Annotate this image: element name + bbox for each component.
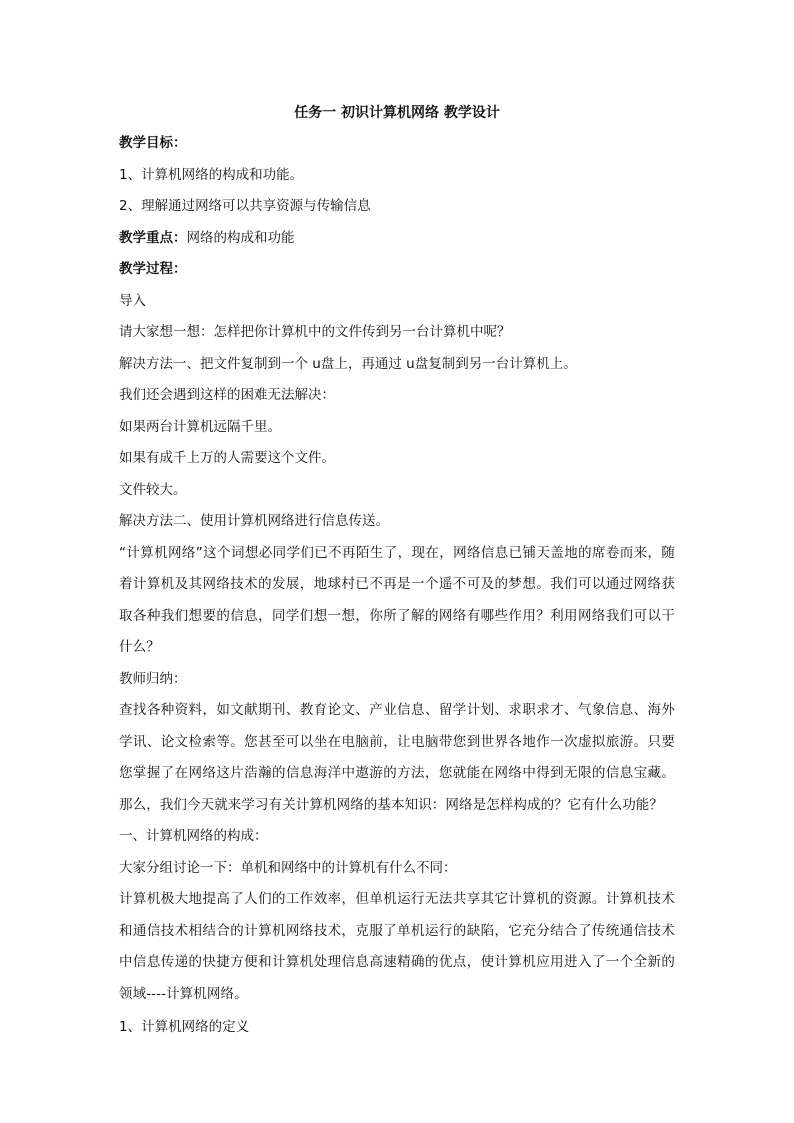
method-two: 解决方法二、使用计算机网络进行信息传送。 — [119, 513, 389, 529]
focus-text: 网络的构成和功能 — [186, 229, 295, 246]
problems-intro: 我们还会遇到这样的困难无法解决： — [119, 387, 335, 403]
think-question: 请大家想一想：怎样把你计算机中的文件传到另一台计算机中呢？ — [119, 324, 511, 340]
paragraph-single-vs-network: 计算机极大地提高了人们的工作效率，但单机运行无法共享其它计算机的资源。计算机技术和通信技术相结合的计算机网络技术，克服了单机运行的缺陷，它充分结合了传统通信技术中信息传递的快捷方便和计算机处理信息高速精确的优点，使计算机应用进入了一个全新的领域----计算机网络。 — [119, 891, 675, 1002]
document-page — [119, 100, 675, 1044]
problem-item-1: 如果两台计算机远隔千里。 — [119, 418, 281, 435]
process-heading: 教学过程： — [119, 261, 187, 277]
goals-heading: 教学目标： — [119, 135, 187, 151]
focus-label: 教学重点： — [119, 229, 187, 246]
method-one: 解决方法一、把文件复制到一个 u盘上，再通过 u盘复制到另一台计算机上。 — [119, 355, 577, 372]
goal-item-2: 2、理解通过网络可以共享资源与传输信息 — [119, 198, 371, 214]
paragraph-network-uses: 查找各种资料，如文献期刊、教育论文、产业信息、留学计划、求职求才、气象信息、海外学讯、论文检索等。您甚至可以坐在电脑前，让电脑带您到世界各地作一次虚拟旅游。只要您掌握了在网络这片浩瀚的信息海洋中遨游的方法，您就能在网络中得到无限的信息宝藏。那么，我们今天就来学习有关计算机网络的基本知识：网络是怎样构成的？它有什么功能？ — [119, 702, 675, 813]
problem-item-2: 如果有成千上万的人需要这个文件。 — [119, 450, 335, 466]
problem-item-3: 文件较大。 — [119, 481, 187, 498]
document-title: 任务一 初识计算机网络 教学设计 — [294, 105, 500, 121]
teacher-summary-label: 教师归纳： — [119, 670, 187, 687]
paragraph-network-intro: “计算机网络”这个词想必同学们已不再陌生了，现在，网络信息已铺天盖地的席卷而来，随着计算机及其网络技术的发展，地球村已不再是一个遥不可及的梦想。我们可以通过网络获取各种我们想要的信息，同学们想一想，你所了解的网络有哪些作用？利用网络我们可以干什么？ — [119, 544, 675, 655]
group-discussion: 大家分组讨论一下：单机和网络中的计算机有什么不同： — [119, 859, 457, 876]
goal-item-1: 1、计算机网络的构成和功能。 — [119, 166, 304, 183]
definition-heading: 1、计算机网络的定义 — [119, 1019, 250, 1035]
section-heading-composition: 一、计算机网络的构成： — [119, 828, 268, 844]
focus-line — [119, 223, 675, 255]
intro-line: 导入 — [119, 292, 146, 309]
